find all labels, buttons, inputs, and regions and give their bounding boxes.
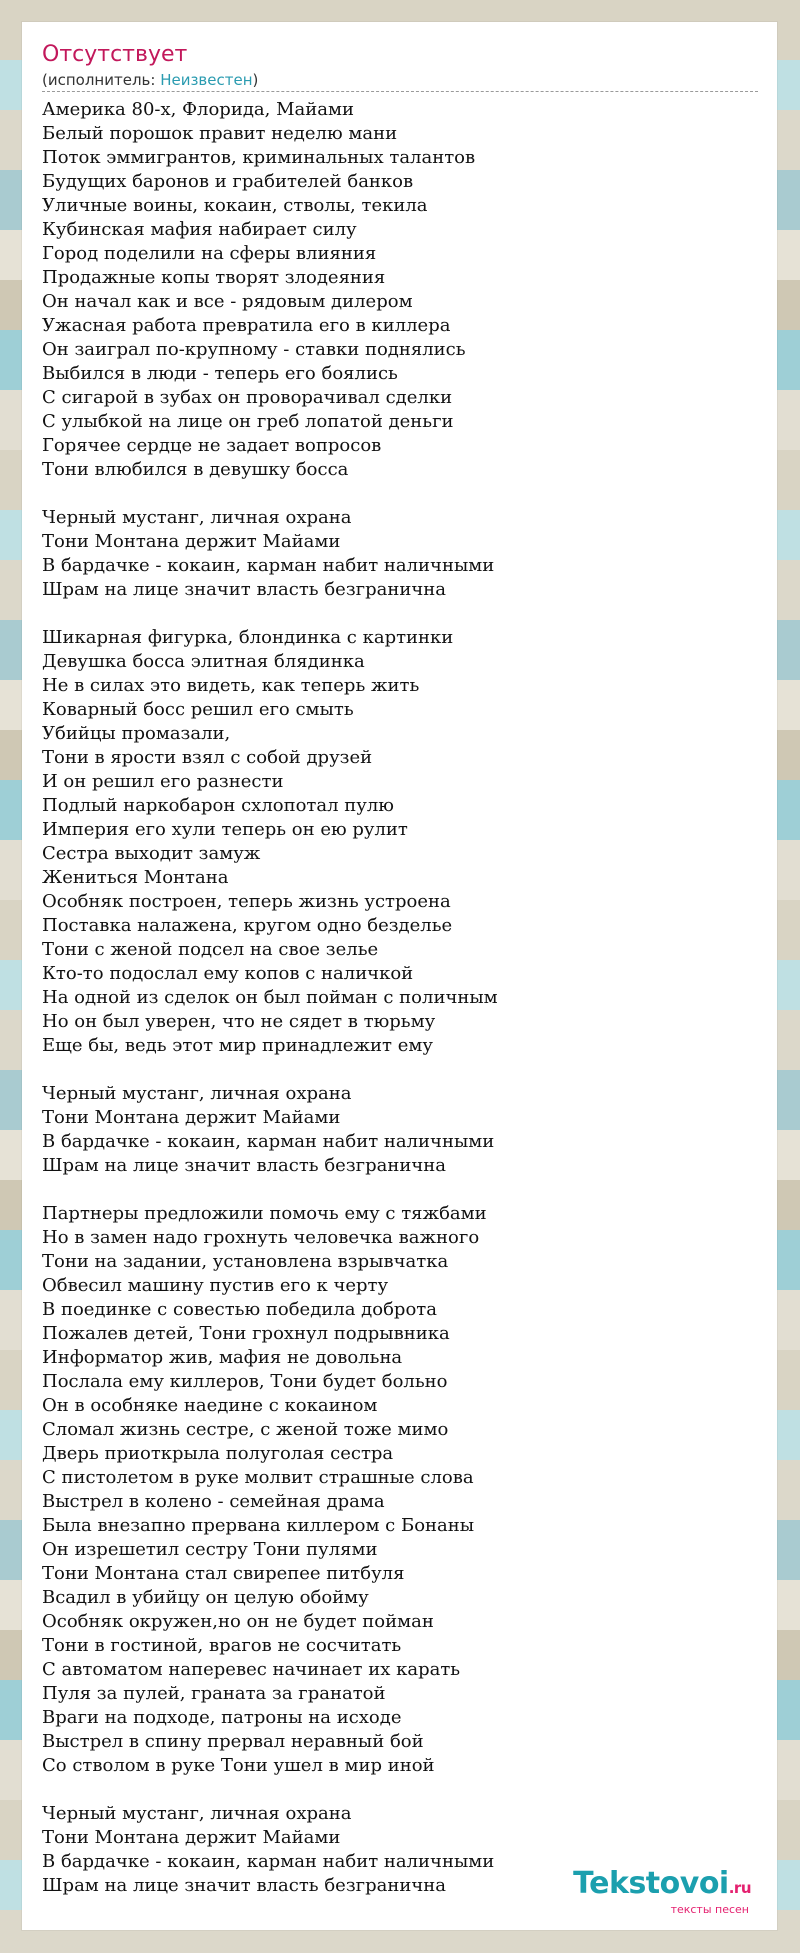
lyric-line: С пистолетом в руке молвит страшные слова xyxy=(42,1467,474,1488)
logo-tld: .ru xyxy=(728,1879,751,1897)
lyric-line: Он изрешетил сестру Тони пулями xyxy=(42,1539,378,1560)
stanza-break xyxy=(42,1178,762,1202)
lyric-line: Империя его хули теперь он ею рулит xyxy=(42,819,408,840)
lyric-line: Он в особняке наедине с кокаином xyxy=(42,1395,378,1416)
logo-name: Tekstovoi xyxy=(573,1866,729,1901)
site-logo[interactable] xyxy=(573,1868,751,1916)
lyric-line: Послала ему киллеров, Тони будет больно xyxy=(42,1371,448,1392)
stanza-break xyxy=(42,482,762,506)
lyric-line: Особняк окружен,но он не будет пойман xyxy=(42,1611,434,1632)
lyric-line: И он решил его разнести xyxy=(42,771,284,792)
lyric-line: Коварный босс решил его смыть xyxy=(42,699,354,720)
lyric-line: Жениться Монтана xyxy=(42,867,229,888)
lyric-line: Будущих баронов и грабителей банков xyxy=(42,171,414,192)
lyric-line: Подлый наркобарон схлопотал пулю xyxy=(42,795,394,816)
lyric-line: В бардачке - кокаин, карман набит наличными xyxy=(42,1131,495,1152)
lyric-line: Кубинская мафия набирает силу xyxy=(42,219,357,240)
lyric-line: Выстрел в колено - семейная драма xyxy=(42,1491,385,1512)
lyric-line: Не в силах это видеть, как теперь жить xyxy=(42,675,420,696)
song-title: Отсутствует xyxy=(42,42,188,67)
lyric-line: Тони Монтана держит Майами xyxy=(42,1827,341,1848)
lyric-line: Тони Монтана держит Майами xyxy=(42,531,341,552)
lyric-line: В бардачке - кокаин, карман набит наличными xyxy=(42,1851,495,1872)
lyric-line: Тони в ярости взял с собой друзей xyxy=(42,747,373,768)
lyric-line: Обвесил машину пустив его к черту xyxy=(42,1275,389,1296)
lyric-line: Дверь приоткрыла полуголая сестра xyxy=(42,1443,394,1464)
logo-tagline: тексты песен xyxy=(670,1903,749,1916)
lyric-line: На одной из сделок он был пойман с поличным xyxy=(42,987,498,1008)
lyric-line: Шрам на лице значит власть безгранична xyxy=(42,1875,446,1896)
lyric-line: Америка 80-х, Флорида, Майами xyxy=(42,99,354,120)
lyric-line: В бардачке - кокаин, карман набит наличными xyxy=(42,555,495,576)
lyric-line: Уличные воины, кокаин, стволы, текила xyxy=(42,195,428,216)
lyric-line: Тони на задании, установлена взрывчатка xyxy=(42,1251,449,1272)
lyric-line: Тони Монтана стал свирепее питбуля xyxy=(42,1563,405,1584)
lyric-line: Кто-то подослал ему копов с наличкой xyxy=(42,963,414,984)
lyric-line: Он заиграл по-крупному - ставки поднялись xyxy=(42,339,466,360)
stanza-break xyxy=(42,602,762,626)
lyric-line: С автоматом наперевес начинает их карать xyxy=(42,1659,461,1680)
lyric-line: Поставка налажена, кругом одно безделье xyxy=(42,915,453,936)
lyric-line: Горячее сердце не задает вопросов xyxy=(42,435,382,456)
lyric-line: Тони в гостиной, врагов не сосчитать xyxy=(42,1635,402,1656)
lyric-line: Шрам на лице значит власть безгранична xyxy=(42,579,446,600)
lyric-line: Всадил в убийцу он целую обойму xyxy=(42,1587,369,1608)
lyric-line: С сигарой в зубах он проворачивал сделки xyxy=(42,387,453,408)
lyric-line: Девушка босса элитная блядинка xyxy=(42,651,365,672)
artist-line xyxy=(42,70,758,92)
stanza-break xyxy=(42,1058,762,1082)
artist-suffix: ) xyxy=(252,71,259,89)
lyric-line: Ужасная работа превратила его в киллера xyxy=(42,315,451,336)
lyric-line: Сломал жизнь сестре, с женой тоже мимо xyxy=(42,1419,449,1440)
lyric-line: Черный мустанг, личная охрана xyxy=(42,1803,352,1824)
lyric-line: Шикарная фигурка, блондинка с картинки xyxy=(42,627,454,648)
lyrics-body xyxy=(42,98,762,1898)
lyric-line: Враги на подходе, патроны на исходе xyxy=(42,1707,402,1728)
lyric-line: С улыбкой на лице он греб лопатой деньги xyxy=(42,411,454,432)
lyric-line: Город поделили на сферы влияния xyxy=(42,243,377,264)
lyric-line: Тони Монтана держит Майами xyxy=(42,1107,341,1128)
artist-prefix: (исполнитель: xyxy=(42,71,161,89)
lyric-line: Белый порошок правит неделю мани xyxy=(42,123,398,144)
lyric-line: Выбился в люди - теперь его боялись xyxy=(42,363,398,384)
lyric-line: Шрам на лице значит власть безгранична xyxy=(42,1155,446,1176)
lyric-line: В поединке с совестью победила доброта xyxy=(42,1299,437,1320)
lyric-line: Поток эммигрантов, криминальных талантов xyxy=(42,147,476,168)
lyric-line: Тони с женой подсел на свое зелье xyxy=(42,939,379,960)
lyric-line: Информатор жив, мафия не довольна xyxy=(42,1347,403,1368)
lyric-line: Но в замен надо грохнуть человечка важного xyxy=(42,1227,480,1248)
lyric-line: Тони влюбился в девушку босса xyxy=(42,459,349,480)
lyric-line: Особняк построен, теперь жизнь устроена xyxy=(42,891,451,912)
lyric-line: Еще бы, ведь этот мир принадлежит ему xyxy=(42,1035,433,1056)
lyric-line: Партнеры предложили помочь ему с тяжбами xyxy=(42,1203,487,1224)
lyric-line: Черный мустанг, личная охрана xyxy=(42,507,352,528)
lyric-line: Но он был уверен, что не сядет в тюрьму xyxy=(42,1011,436,1032)
lyric-line: Убийцы промазали, xyxy=(42,723,231,744)
lyric-line: Со стволом в руке Тони ушел в мир иной xyxy=(42,1755,435,1776)
lyrics-card xyxy=(22,22,777,1930)
stanza-break xyxy=(42,1778,762,1802)
lyric-line: Выстрел в спину прервал неравный бой xyxy=(42,1731,424,1752)
lyric-line: Была внезапно прервана киллером с Бонаны xyxy=(42,1515,475,1536)
lyric-line: Пожалев детей, Тони грохнул подрывника xyxy=(42,1323,450,1344)
lyric-line: Пуля за пулей, граната за гранатой xyxy=(42,1683,386,1704)
lyric-line: Сестра выходит замуж xyxy=(42,843,261,864)
lyric-line: Черный мустанг, личная охрана xyxy=(42,1083,352,1104)
artist-link[interactable]: Неизвестен xyxy=(160,71,253,89)
lyric-line: Он начал как и все - рядовым дилером xyxy=(42,291,413,312)
lyric-line: Продажные копы творят злодеяния xyxy=(42,267,386,288)
